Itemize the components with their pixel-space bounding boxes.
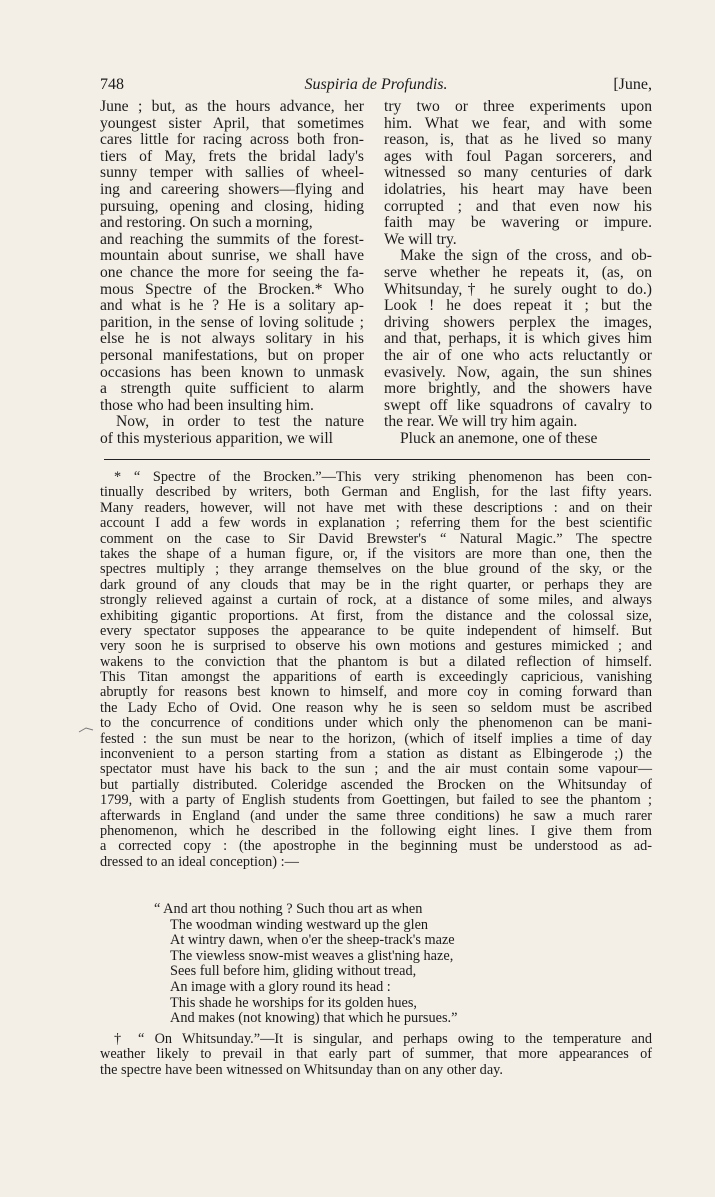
- footnote-line: abruptly for reasons best known to himself, and more coy in coming forward than: [100, 684, 652, 701]
- text-line: sunny temper with sallies of wheel-: [100, 164, 364, 182]
- footnote-line: Many readers, however, will not have met with these descriptions : and on their: [100, 499, 652, 516]
- text-line: Pluck an anemone, one of these: [400, 429, 598, 447]
- text-line: youngest sister April, that sometimes: [100, 114, 364, 132]
- text-line: the air of one who acts reluctantly or: [384, 346, 652, 364]
- right-column: [384, 99, 652, 447]
- text-line: more brightly, and the showers have: [384, 380, 652, 398]
- text-line: serve whether he repeats it, (as, on: [384, 263, 652, 281]
- text-line: parition, in the sense of loving solitude ;: [100, 313, 364, 331]
- text-line: swept off like squadrons of cavalry to: [384, 396, 652, 414]
- running-title: Suspiria de Profundis.: [304, 76, 448, 93]
- poem-line: “ And art thou nothing ? Such thou art as when: [154, 901, 423, 917]
- footnote-line: afterwards in England (and under the same three conditions) he saw a much rarer: [100, 807, 652, 824]
- text-line: mountain about sunrise, we shall have: [100, 247, 364, 265]
- footnote-line: but partially distributed. Coleridge ascended the Brocken on the Whitsunday of: [100, 776, 652, 793]
- footnote-line: dressed to an ideal conception) :—: [100, 853, 299, 870]
- text-line: ages with foul Pagan sorcerers, and: [384, 147, 652, 165]
- left-column: [100, 99, 364, 447]
- poem-line: And makes (not knowing) that which he pursues.”: [170, 1010, 458, 1027]
- footnote-line: very soon he is surprised to observe his own motions and gestures mimicked ; and: [100, 638, 652, 655]
- footnote-line: inconvenient to a person starting from a station as distant as Elbingerode ;) the: [100, 746, 652, 763]
- text-line: those who had been insulting him.: [100, 396, 314, 414]
- text-line: reason, is, that as he lived so many: [384, 131, 652, 149]
- footnote-line: fested : the sun must be near to the horizon, (which of itself implies a time of day: [100, 730, 652, 747]
- footnote-line: a corrected copy : (the apostrophe in the beginning must be understood as ad-: [100, 838, 652, 855]
- footnote-line: takes the shape of a human figure, or, if the visitors are more than one, then the: [100, 545, 652, 562]
- text-line: one chance the more for seeing the fa-: [100, 263, 364, 281]
- text-line: June ; but, as the hours advance, her: [100, 98, 364, 115]
- text-line: Look ! he does repeat it ; but the: [384, 297, 652, 315]
- running-date: [June,: [613, 76, 652, 93]
- footnote-whitsunday: [100, 1032, 652, 1078]
- text-line: corrupted ; and that even now his: [384, 197, 652, 215]
- text-line: else he is not always solitary in his: [100, 330, 364, 348]
- text-line: and restoring. On such a morning,: [100, 214, 313, 232]
- text-line: and reaching the summits of the forest-: [100, 230, 364, 248]
- poem-line: At wintry dawn, when o'er the sheep-track's maze: [170, 932, 455, 949]
- footnote-line: weather likely to prevail in that early part of summer, that more appearances of: [100, 1046, 652, 1063]
- text-line: cares little for racing across both fron-: [100, 131, 364, 149]
- coleridge-poem: [154, 902, 457, 1027]
- poem-line: The viewless snow-mist weaves a glist'ning haze,: [170, 947, 454, 964]
- footnote-line: wakens to the conviction that the phantom is but a dilated reflection of himself.: [100, 653, 652, 670]
- text-line: tiers of May, frets the bridal lady's: [100, 147, 364, 165]
- footnote-line: dark ground of any clouds that may be in the right quarter, or perhaps they are: [100, 576, 652, 593]
- poem-line: An image with a glory round its head :: [170, 978, 391, 995]
- footnote-line: comment on the case to Sir David Brewster's “ Natural Magic.” The spectre: [100, 530, 652, 547]
- text-line: of this mysterious apparition, we will: [100, 429, 334, 447]
- text-line: pursuing, opening and closing, hiding: [100, 197, 364, 215]
- footnote-line: strongly relieved against a curtain of rock, at a distance of some miles, and always: [100, 592, 652, 609]
- text-line: idolatries, his heart may have been: [384, 180, 652, 198]
- footnote-rule: [104, 459, 650, 460]
- poem-line: The woodman winding westward up the glen: [170, 916, 429, 933]
- footnote-line: spectres multiply ; they arrange themselves on the blue ground of the sky, or the: [100, 561, 652, 578]
- poem-line: Sees full before him, gliding without tread,: [170, 963, 417, 980]
- text-line: try two or three experiments upon: [384, 98, 652, 115]
- text-line: witnessed so many centuries of dark: [384, 164, 652, 182]
- text-line: a strength quite sufficient to alarm: [100, 380, 364, 398]
- text-line: driving showers perplex the images,: [384, 313, 652, 331]
- footnote-line: the Lady Echo of Ovid. One reason why he is seen so seldom must be ascribed: [100, 699, 652, 716]
- footnote-line: account I add a few words in explanation ; referring them for the best scientific: [100, 515, 652, 532]
- pencil-mark-icon: [78, 727, 94, 733]
- footnote-spectre: [100, 470, 652, 870]
- footnote-line: † “ On Whitsunday.”—It is singular, and perhaps owing to the temperature and: [114, 1031, 652, 1047]
- text-line: faith may be wavering or impure.: [384, 214, 652, 232]
- footnote-line: 1799, with a party of English students from Goettingen, but failed to see the phantom ;: [100, 792, 652, 809]
- page-number: 748: [100, 76, 124, 93]
- footnote-line: the spectre have been witnessed on Whitsunday than on any other day.: [100, 1061, 503, 1078]
- text-line: We will try.: [384, 230, 457, 248]
- text-line: and that, perhaps, it is which gives him: [384, 330, 652, 348]
- text-line: the rear. We will try him again.: [384, 413, 578, 431]
- text-line: evasively. Now, again, the sun shines: [384, 363, 652, 381]
- text-line: occasions has been known to unmask: [100, 363, 364, 381]
- poem-line: This shade he worships for its golden hues,: [170, 994, 417, 1011]
- text-line: Now, in order to test the nature: [116, 413, 364, 431]
- text-line: ing and careering showers—flying and: [100, 180, 364, 198]
- footnote-line: tinually described by writers, both German and English, for the last fifty years.: [100, 484, 652, 501]
- running-header: [100, 76, 652, 98]
- footnote-line: exhibiting gigantic proportions. At first, from the distance and the colossal size,: [100, 607, 652, 624]
- footnote-line: * “ Spectre of the Brocken.”—This very striking phenomenon has been con-: [114, 469, 652, 485]
- text-line: mous Spectre of the Brocken.* Who: [100, 280, 364, 298]
- text-line: personal manifestations, but on proper: [100, 346, 364, 364]
- footnote-line: spectator must have his back to the sun ; and the air must contain some vapour—: [100, 761, 652, 778]
- footnote-line: to the concurrence of conditions under which only the phenomenon can be mani-: [100, 715, 652, 732]
- footnote-line: every spectator supposes the appearance to be quite independent of himself. But: [100, 622, 652, 639]
- text-line: him. What we fear, and with some: [384, 114, 652, 132]
- footnote-line: phenomenon, which he described in the following eight lines. I give them from: [100, 822, 652, 839]
- footnote-line: This Titan amongst the apparitions of earth is exceedingly capricious, vanishing: [100, 669, 652, 686]
- text-line: and what is he ? He is a solitary ap-: [100, 297, 364, 315]
- text-line: Whitsunday,† he surely ought to do.): [384, 280, 652, 298]
- text-line: Make the sign of the cross, and ob-: [400, 247, 652, 265]
